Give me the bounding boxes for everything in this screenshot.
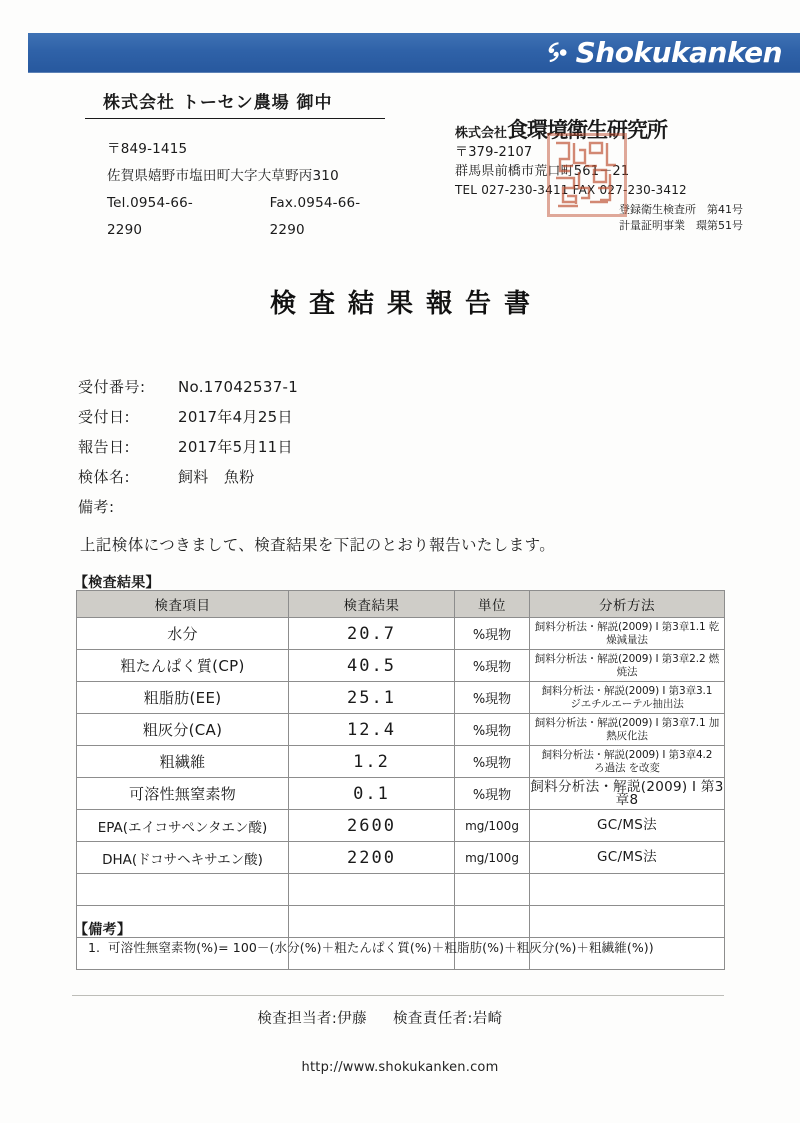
- results-section-caption: 【検査結果】: [74, 575, 160, 591]
- cell-unit: %現物: [455, 618, 530, 650]
- footer-url[interactable]: http://www.shokukanken.com: [301, 1060, 499, 1075]
- recipient-fax: Fax.0954-66-2290: [269, 195, 361, 238]
- cell-method: 飼料分析法・解説(2009) I 第3章1.1 乾燥減量法: [530, 618, 725, 650]
- page-title: 検査結果報告書: [269, 289, 543, 319]
- cell-item: EPA(エイコサペンタエン酸): [77, 810, 289, 842]
- meta-row: [78, 496, 298, 526]
- cell-unit: mg/100g: [455, 810, 530, 842]
- column-header-result: 検査結果: [289, 591, 455, 618]
- cell-item: 粗脂肪(EE): [77, 682, 289, 714]
- cell-unit: %現物: [455, 714, 530, 746]
- cell-result: [289, 874, 455, 906]
- cell-method: 飼料分析法・解説(2009) I 第3章8: [530, 778, 724, 808]
- cell-unit: mg/100g: [455, 842, 530, 874]
- table-row-empty: [77, 874, 725, 906]
- meta-value-reception-date: 2017年4月25日: [178, 408, 293, 426]
- results-table: [76, 590, 725, 970]
- meta-label-notes: 備考:: [78, 498, 115, 516]
- cell-method: [530, 682, 725, 714]
- issuer-company-prefix: 株式会社: [455, 126, 508, 141]
- recipient-postal-code: 〒849-1415: [107, 141, 188, 157]
- issuer-tel-fax: TEL 027-230-3411 FAX 027-230-3412: [455, 183, 687, 198]
- report-meta: [78, 376, 298, 526]
- meta-row: [78, 466, 298, 496]
- report-statement: 上記検体につきまして、検査結果を下記のとおり報告いたします。: [80, 536, 556, 554]
- recipient-tel: Tel.0954-66-2290: [107, 195, 193, 238]
- cell-item: 粗繊維: [77, 746, 289, 778]
- cell-item: 粗たんぱく質(CP): [77, 650, 289, 682]
- footer-divider: [72, 995, 724, 996]
- table-row: [77, 714, 725, 746]
- cell-method-line1: 飼料分析法・解説(2009) I 第3章3.1: [541, 684, 713, 697]
- table-row: [77, 650, 725, 682]
- meta-label-report-date: 報告日:: [78, 438, 131, 456]
- column-header-method: 分析方法: [530, 591, 725, 618]
- recipient-name: 株式会社 トーセン農場 御中: [103, 93, 333, 113]
- meta-value-sample-name: 飼料 魚粉: [178, 468, 255, 486]
- meta-label-reception-date: 受付日:: [78, 408, 131, 426]
- brand-name: Shokukanken: [575, 36, 782, 69]
- cell-method-line2: ジエチルエーテル抽出法: [570, 697, 684, 710]
- cell-unit: [455, 906, 530, 938]
- cell-method-line1: 飼料分析法・解説(2009) I 第3章4.2: [541, 748, 713, 761]
- cell-unit: %現物: [455, 778, 530, 810]
- cell-unit: [455, 874, 530, 906]
- header-banner: [28, 33, 800, 73]
- recipient-address: 佐賀県嬉野市塩田町大字大草野丙310: [107, 168, 339, 184]
- cell-result: 20.7: [289, 618, 455, 650]
- cell-method: GC/MS法: [530, 842, 725, 874]
- table-row: [77, 746, 725, 778]
- meta-label-reception-number: 受付番号:: [78, 378, 146, 396]
- meta-value-report-date: 2017年5月11日: [178, 438, 293, 456]
- table-row: [77, 682, 725, 714]
- table-row: [77, 810, 725, 842]
- meta-value-reception-number: No.17042537-1: [178, 378, 299, 396]
- remark-number: 1.: [88, 940, 101, 955]
- issuer-block: [455, 118, 755, 234]
- cell-result: 0.1: [289, 778, 455, 810]
- remark-text: 可溶性無窒素物(%)= 100－(水分(%)＋粗たんぱく質(%)＋粗脂肪(%)＋粗灰分(%)＋粗繊維(%)): [108, 940, 654, 955]
- cell-item: DHA(ドコサヘキサエン酸): [77, 842, 289, 874]
- cell-unit: %現物: [455, 682, 530, 714]
- cell-method: [530, 906, 725, 938]
- cell-item: 可溶性無窒素物: [77, 778, 289, 810]
- cell-method: 飼料分析法・解説(2009) I 第3章2.2 燃焼法: [530, 650, 725, 682]
- issuer-accreditations: [455, 202, 755, 234]
- cell-result: 25.1: [289, 682, 455, 714]
- issuer-postal-code: 〒379-2107: [455, 145, 533, 161]
- issuer-address: 群馬県前橋市荒口町561－21: [455, 164, 630, 180]
- cell-method: [530, 746, 725, 778]
- meta-row: [78, 376, 298, 406]
- table-row-empty: [77, 906, 725, 938]
- meta-row: [78, 406, 298, 436]
- issuer-company-line: [455, 118, 755, 143]
- cell-item: 粗灰分(CA): [77, 714, 289, 746]
- cell-result: 1.2: [289, 746, 455, 778]
- issuer-registration: 登録衛生検査所 第41号: [619, 203, 743, 217]
- remarks-section-caption: 【備考】: [74, 922, 132, 938]
- cell-method: [530, 874, 725, 906]
- column-header-unit: 単位: [455, 591, 530, 618]
- signature-line: [0, 1007, 800, 1028]
- recipient-address-block: [85, 136, 395, 244]
- list-item: [88, 938, 654, 956]
- table-header-row: [77, 591, 725, 618]
- cell-result: [289, 906, 455, 938]
- table-row: [77, 842, 725, 874]
- cell-item: 水分: [77, 618, 289, 650]
- cell-item: [77, 874, 289, 906]
- recipient-block: [85, 88, 395, 244]
- column-header-item: 検査項目: [77, 591, 289, 618]
- recipient-underline: [85, 118, 385, 119]
- cell-method: GC/MS法: [530, 810, 725, 842]
- brand-lockup: [540, 33, 782, 73]
- meta-label-sample-name: 検体名:: [78, 468, 131, 486]
- cell-result: 2600: [289, 810, 455, 842]
- supervisor-label: 検査責任者:岩崎: [393, 1011, 503, 1027]
- table-row: [77, 778, 725, 810]
- recipient-contact: [107, 190, 395, 244]
- remarks-list: [88, 938, 654, 956]
- results-table-wrapper: [76, 590, 724, 970]
- cell-result: 2200: [289, 842, 455, 874]
- cell-method: 飼料分析法・解説(2009) I 第3章7.1 加熱灰化法: [530, 714, 725, 746]
- inspector-label: 検査担当者:伊藤: [257, 1011, 367, 1027]
- cell-unit: %現物: [455, 746, 530, 778]
- table-row: [77, 618, 725, 650]
- swirl-droplet-logo-icon: [540, 38, 570, 68]
- cell-method-line2: ろ過法 を改変: [594, 761, 660, 774]
- cell-result: 40.5: [289, 650, 455, 682]
- issuer-measurement: 計量証明事業 環第51号: [619, 219, 743, 233]
- issuer-company-name: 食環境衛生研究所: [507, 118, 668, 142]
- meta-row: [78, 436, 298, 466]
- cell-unit: %現物: [455, 650, 530, 682]
- cell-result: 12.4: [289, 714, 455, 746]
